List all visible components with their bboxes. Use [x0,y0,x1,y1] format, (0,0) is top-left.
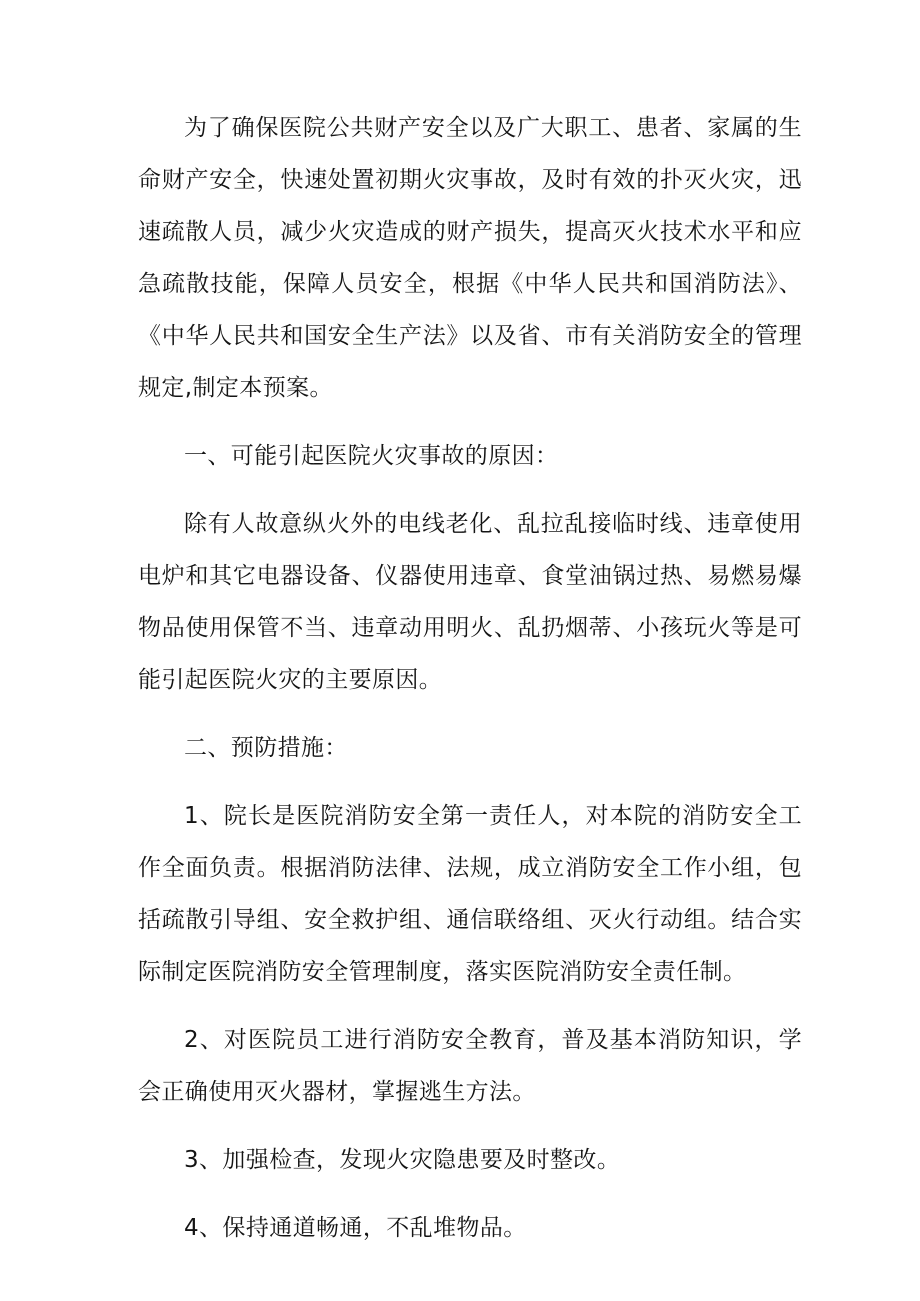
measure-1-paragraph: 1、院长是医院消防安全第一责任人，对本院的消防安全工作全面负责。根据消防法律、法规，成立消防安全工作小组，包括疏散引导组、安全救护组、通信联络组、灭火行动组。结合实际制定医院消防安全管理制度，落实医院消防安全责任制。 [138,803,802,985]
section-2-heading: 二、预防措施： [184,735,348,761]
document-body [138,102,802,1270]
measure-2-paragraph: 2、对医院员工进行消防安全教育，普及基本消防知识，学会正确使用灭火器材，掌握逃生方法。 [138,1027,802,1105]
intro-paragraph: 为了确保医院公共财产安全以及广大职工、患者、家属的生命财产安全，快速处置初期火灾事故，及时有效的扑灭火灾，迅速疏散人员，减少火灾造成的财产损失，提高灭火技术水平和应急疏散技能，保障人员安全，根据《中华人民共和国消防法》、《中华人民共和国安全生产法》以及省、市有关消防安全的管理规定,制定本预案。 [138,115,802,401]
measure-3-paragraph: 3、加强检查，发现火灾隐患要及时整改。 [184,1147,621,1173]
section-1-heading: 一、可能引起医院火灾事故的原因： [184,443,559,469]
section-1-paragraph: 除有人故意纵火外的电线老化、乱拉乱接临时线、违章使用电炉和其它电器设备、仪器使用违章、食堂油锅过热、易燃易爆物品使用保管不当、违章动用明火、乱扔烟蒂、小孩玩火等是可能引起医院火灾的主要原因。 [138,511,802,693]
measure-4-paragraph: 4、保持通道畅通，不乱堆物品。 [184,1215,527,1241]
